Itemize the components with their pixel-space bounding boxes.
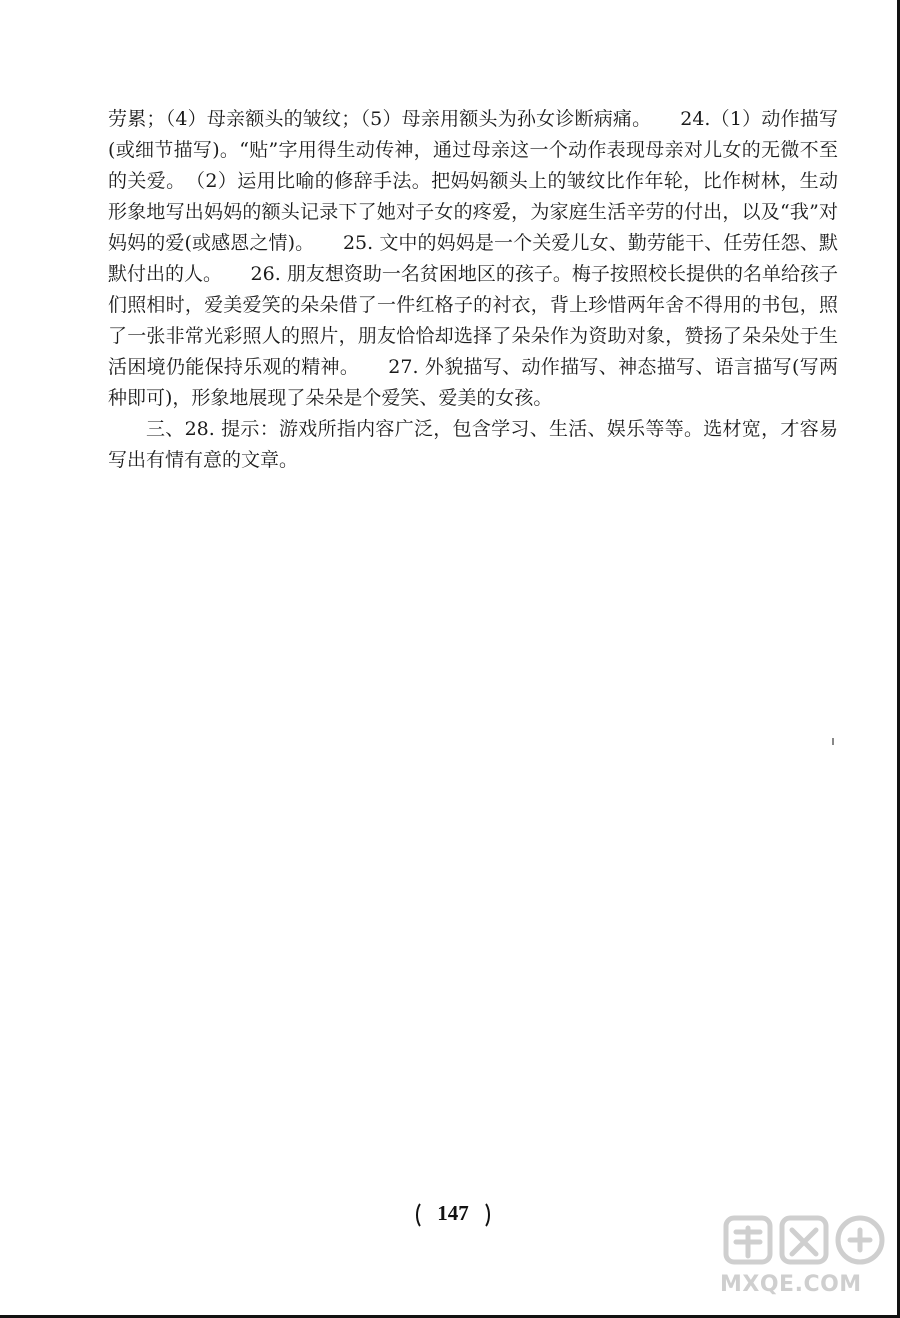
page-number-right-bracket (472, 1200, 490, 1230)
page-number-text: 147 (437, 1201, 469, 1225)
answers-paragraph-23-27: 劳累；（4）母亲额头的皱纹；（5）母亲用额头为孙女诊断病痛。 24.（1）动作描写(或细节描写)。“贴”字用得生动传神，通过母亲这一个动作表现母亲对儿女的无微不至的关爱。 （2）运用比喻的修辞手法。把妈妈额头上的皱纹比作年轮，比作树林，生动形象地写出妈妈的额头记录下了她对子女的疼爱，为家庭生活辛劳的付出，以及“我”对妈妈的爱(或感恩之情)。 25. 文中的妈妈是一个关爱儿女、勤劳能干、任劳任怨、默默付出的人。 26. 朋友想资助一名贫困地区的孩子。梅子按照校长提供的名单给孩子们照相时，爱美爱笑的朵朵借了一件红格子的衬衣，背上珍惜两年舍不得用的书包，照了一张非常光彩照人的照片，朋友恰恰却选择了朵朵作为资助对象，赞扬了朵朵处于生活困境仍能保持乐观的精神。 27. 外貌描写、动作描写、神态描写、语言描写(写两种即可)，形象地展现了朵朵是个爱笑、爱美的女孩。 (108, 108, 838, 409)
answers-paragraph-28: 三、28. 提示：游戏所指内容广泛，包含学习、生活、娱乐等等。选材宽，才容易写出有情有意的文章。 (108, 418, 838, 471)
page-number-left-bracket (416, 1200, 434, 1230)
watermark (720, 1210, 890, 1310)
scan-speck (832, 738, 834, 745)
watermark-logo-icon (720, 1210, 890, 1270)
page-number (410, 1196, 496, 1230)
watermark-url: MXQE.COM (720, 1272, 862, 1297)
answer-text-block (108, 104, 838, 476)
